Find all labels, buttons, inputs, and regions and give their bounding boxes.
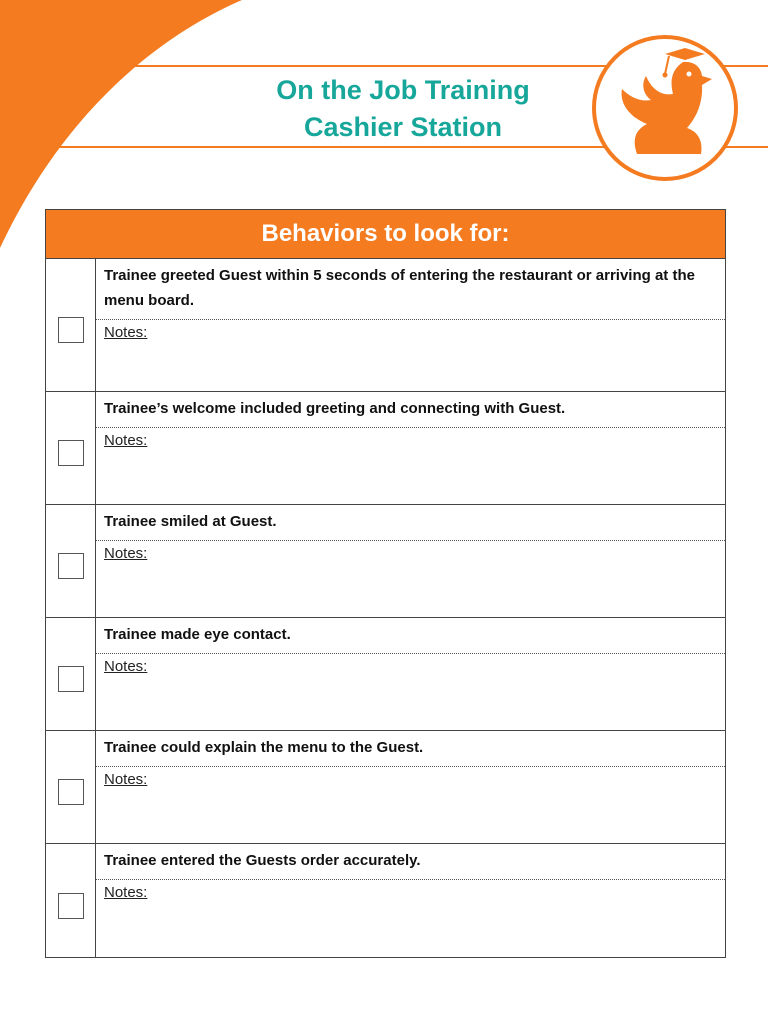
behavior-text: Trainee greeted Guest within 5 seconds of entering the restaurant or arriving at the menu board. — [96, 259, 725, 320]
title-line-1: On the Job Training — [276, 75, 530, 105]
behavior-checkbox[interactable] — [58, 317, 84, 343]
page-title — [200, 72, 606, 146]
behavior-text: Trainee’s welcome included greeting and connecting with Guest. — [96, 392, 725, 428]
behavior-text: Trainee entered the Guests order accurately. — [96, 844, 725, 880]
row-content — [96, 618, 725, 730]
behavior-checkbox[interactable] — [58, 893, 84, 919]
checkbox-cell — [46, 505, 96, 617]
row-content — [96, 731, 725, 843]
checklist-row — [46, 844, 725, 957]
checklist-row — [46, 505, 725, 618]
row-content — [96, 392, 725, 504]
row-content — [96, 844, 725, 957]
notes-label: Notes: — [104, 545, 148, 562]
notes-label: Notes: — [104, 324, 148, 341]
checkbox-cell — [46, 844, 96, 957]
notes-label: Notes: — [104, 771, 148, 788]
checklist-row — [46, 392, 725, 505]
behavior-checklist — [45, 209, 726, 958]
checklist-row — [46, 618, 725, 731]
title-line-2: Cashier Station — [303, 112, 503, 142]
notes-label: Notes: — [104, 658, 148, 675]
behavior-checkbox[interactable] — [58, 779, 84, 805]
behavior-text: Trainee could explain the menu to the Guest. — [96, 731, 725, 767]
behavior-checkbox[interactable] — [58, 666, 84, 692]
behavior-checkbox[interactable] — [58, 440, 84, 466]
checklist-row — [46, 259, 725, 392]
row-content — [96, 505, 725, 617]
checklist-heading: Behaviors to look for: — [46, 210, 725, 259]
behavior-text: Trainee smiled at Guest. — [96, 505, 725, 541]
checkbox-cell — [46, 618, 96, 730]
notes-label: Notes: — [104, 884, 148, 901]
notes-label: Notes: — [104, 432, 148, 449]
behavior-checkbox[interactable] — [58, 553, 84, 579]
checkbox-cell — [46, 731, 96, 843]
checkbox-cell — [46, 259, 96, 391]
checkbox-cell — [46, 392, 96, 504]
behavior-text: Trainee made eye contact. — [96, 618, 725, 654]
checklist-row — [46, 731, 725, 844]
row-content — [96, 259, 725, 391]
rooster-logo-icon — [591, 32, 739, 184]
